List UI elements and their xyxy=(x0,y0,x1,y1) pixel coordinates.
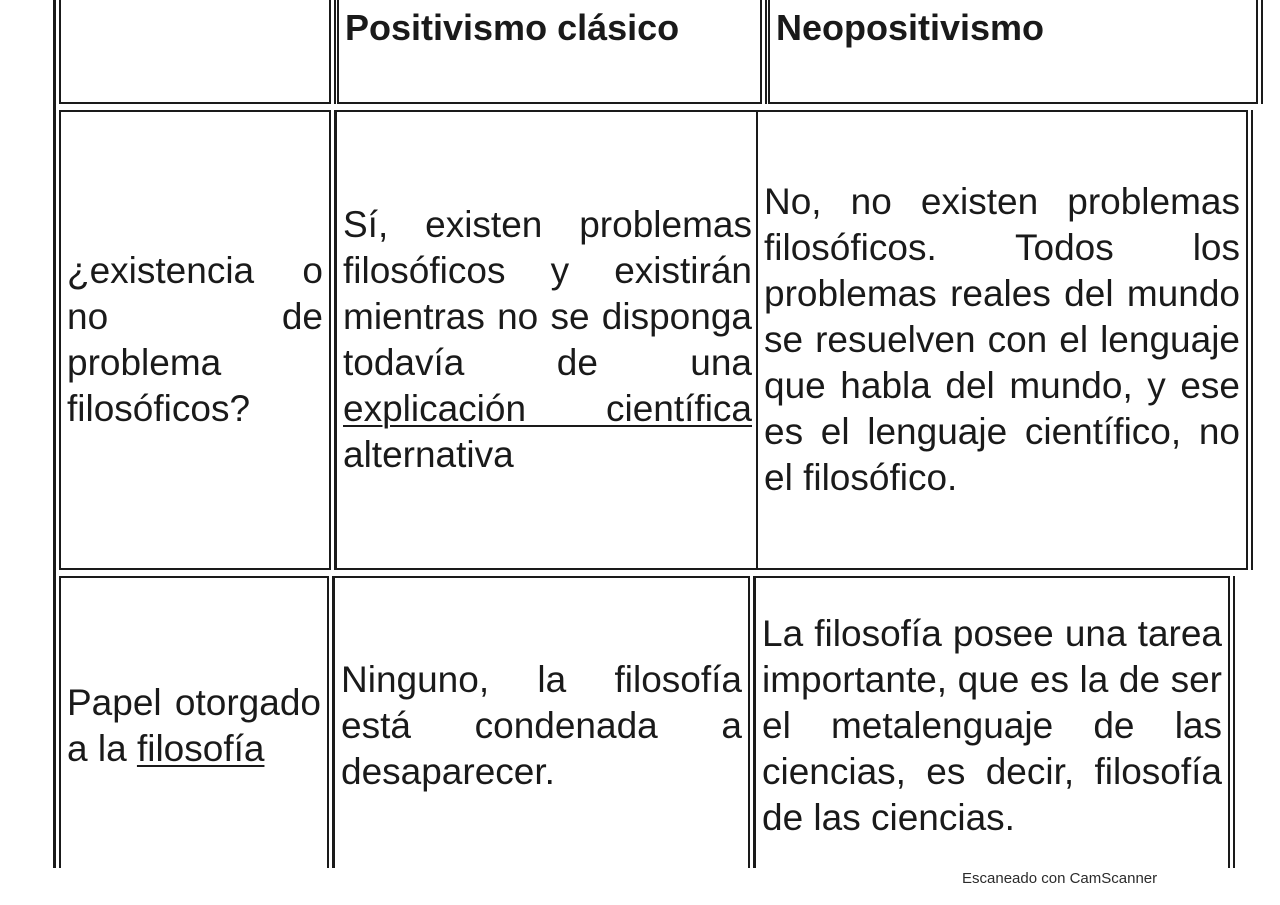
row1-positivismo-text-end: alternativa xyxy=(343,434,514,475)
camscanner-watermark: Escaneado con CamScanner xyxy=(962,870,1158,887)
row2-neopositivismo-cell xyxy=(754,576,1230,876)
row1-label-cell xyxy=(59,110,331,570)
header-positivismo-clasico: Positivismo clásico xyxy=(345,7,680,48)
row1-positivismo-text-start: Sí, existen problemas filosóficos y existirán mientras no se disponga todavía de una xyxy=(343,204,752,383)
row1-label: ¿existencia o no de problema filosóficos? xyxy=(67,250,323,429)
row1-neopositivismo-text: No, no existen problemas filosóficos. Todos los problemas reales del mundo se resuelven con el lenguaje que habla del mundo, y ese es el lenguaje científico, no el filosófico. xyxy=(764,181,1240,498)
header-cell-empty xyxy=(59,0,331,104)
explicacion-cientifica-link: explicación científica xyxy=(343,388,752,429)
row2-positivismo-cell xyxy=(333,576,750,876)
row2-neopositivismo-text: La filosofía posee una tarea importante, que es la de ser el metalenguaje de las ciencias, es decir, filosofía de las ciencias. xyxy=(762,613,1222,838)
row1-positivismo-cell xyxy=(335,110,760,570)
header-cell-neopositivismo xyxy=(768,0,1258,104)
header-cell-positivismo-clasico xyxy=(337,0,762,104)
header-neopositivismo: Neopositivismo xyxy=(776,7,1045,48)
row2-positivismo-text: Ninguno, la filosofía está condenada a desaparecer. xyxy=(341,659,742,792)
row1-positivismo-text xyxy=(343,202,752,478)
row2-label-start: Papel otorgado a la xyxy=(67,682,321,769)
row2-label-cell xyxy=(59,576,329,876)
row2-label xyxy=(67,680,321,772)
filosofia-link: filosofía xyxy=(136,728,265,769)
row1-neopositivismo-cell xyxy=(756,110,1248,570)
table-left-border xyxy=(53,0,56,868)
